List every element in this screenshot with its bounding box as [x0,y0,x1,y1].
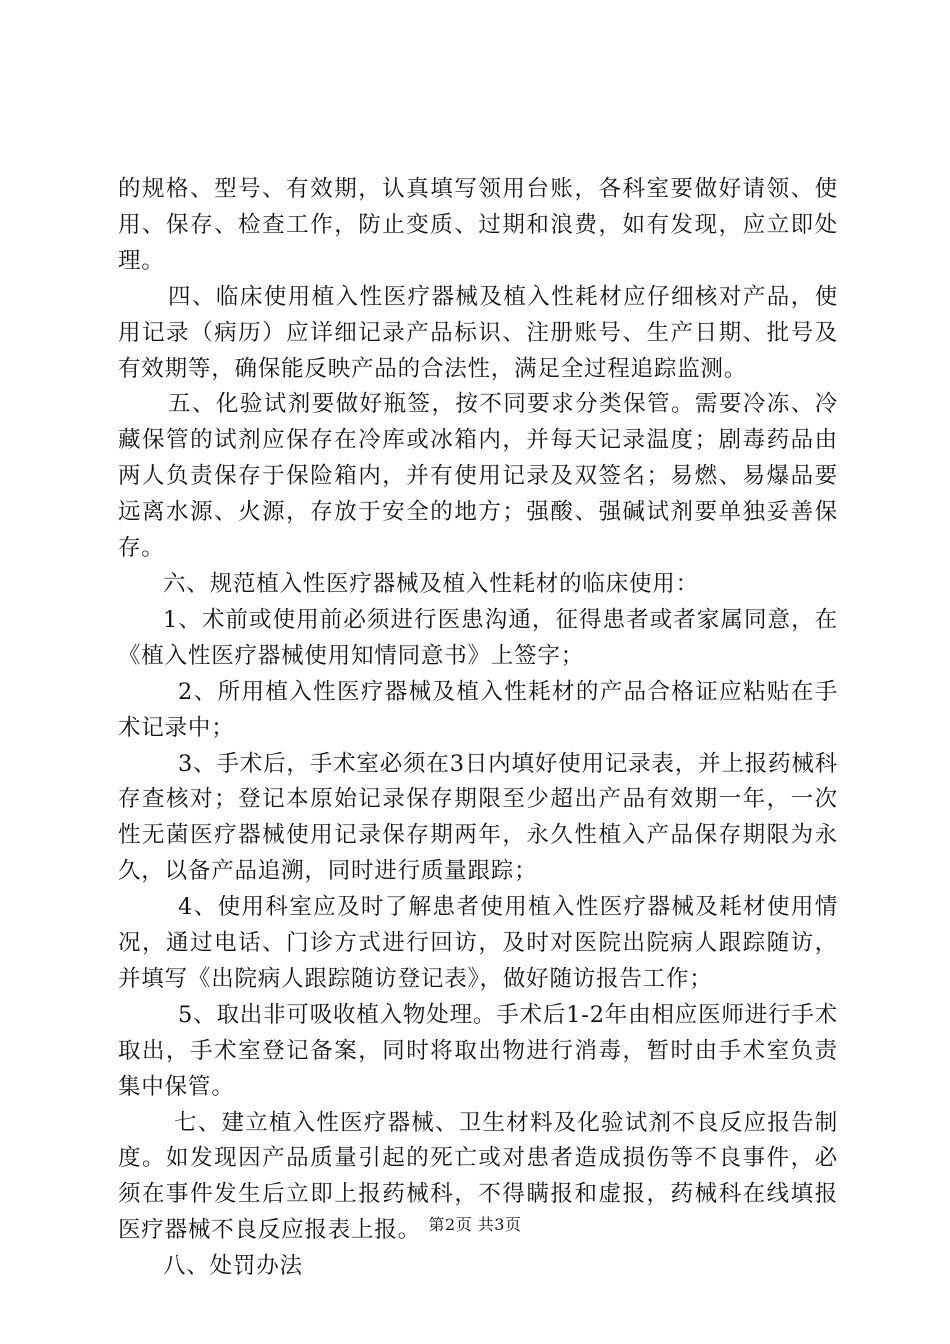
paragraph-section-6-heading: 六、规范植入性医疗器械及植入性耗材的临床使用： [163,570,699,597]
page-footer: 第2页 共3页 [428,1215,522,1234]
paragraph-section-7: 七、建立植入性医疗器械、卫生材料及化验试剂不良反应报告制度。如发现因产品质量引起的死亡或对患者造成损伤等不良事件，必须在事件发生后立即上报药械科，不得瞒报和虚报，药械科在线填报医疗器械不良反应报表上报。 [118,1109,838,1244]
paragraph-section-8-heading: 八、处罚办法 [163,1253,303,1280]
paragraph-section-4: 四、临床使用植入性医疗器械及植入性耗材应仔细核对产品，使用记录（病历）应详细记录产品标识、注册账号、生产日期、批号及有效期等，确保能反映产品的合法性，满足全过程追踪监测。 [118,283,838,382]
paragraph-item-3: 3、手术后，手术室必须在3日内填好使用记录表，并上报药械科存查核对；登记本原始记录保存期限至少超出产品有效期一年，一次性无菌医疗器械使用记录保存期两年，永久性植入产品保存期限为永久，以备产品追溯，同时进行质量跟踪； [118,750,838,885]
paragraph-item-1: 1、术前或使用前必须进行医患沟通，征得患者或者家属同意，在《植入性医疗器械使用知情同意书》上签字； [118,606,838,669]
paragraph-item-5: 5、取出非可吸收植入物处理。手术后1-2年由相应医师进行手术取出，手术室登记备案，同时将取出物进行消毒，暂时由手术室负责集中保管。 [118,1001,838,1100]
document-body [118,172,838,1285]
paragraph-item-4: 4、使用科室应及时了解患者使用植入性医疗器械及耗材使用情况，通过电话、门诊方式进行回访，及时对医院出院病人跟踪随访，并填写《出院病人跟踪随访登记表》，做好随访报告工作； [118,894,838,992]
paragraph-section-5: 五、化验试剂要做好瓶签，按不同要求分类保管。需要冷冻、冷藏保管的试剂应保存在冷库或冰箱内，并每天记录温度；剧毒药品由两人负责保存于保险箱内，并有使用记录及双签名；易燃、易爆品要远离水源、火源，存放于安全的地方；强酸、强碱试剂要单独妥善保存。 [118,391,838,562]
paragraph-continuation: 的规格、型号、有效期，认真填写领用台账，各科室要做好请领、使用、保存、检查工作，防止变质、过期和浪费，如有发现，应立即处理。 [118,176,838,274]
paragraph-item-2: 2、所用植入性医疗器械及植入性耗材的产品合格证应粘贴在手术记录中； [118,678,838,741]
